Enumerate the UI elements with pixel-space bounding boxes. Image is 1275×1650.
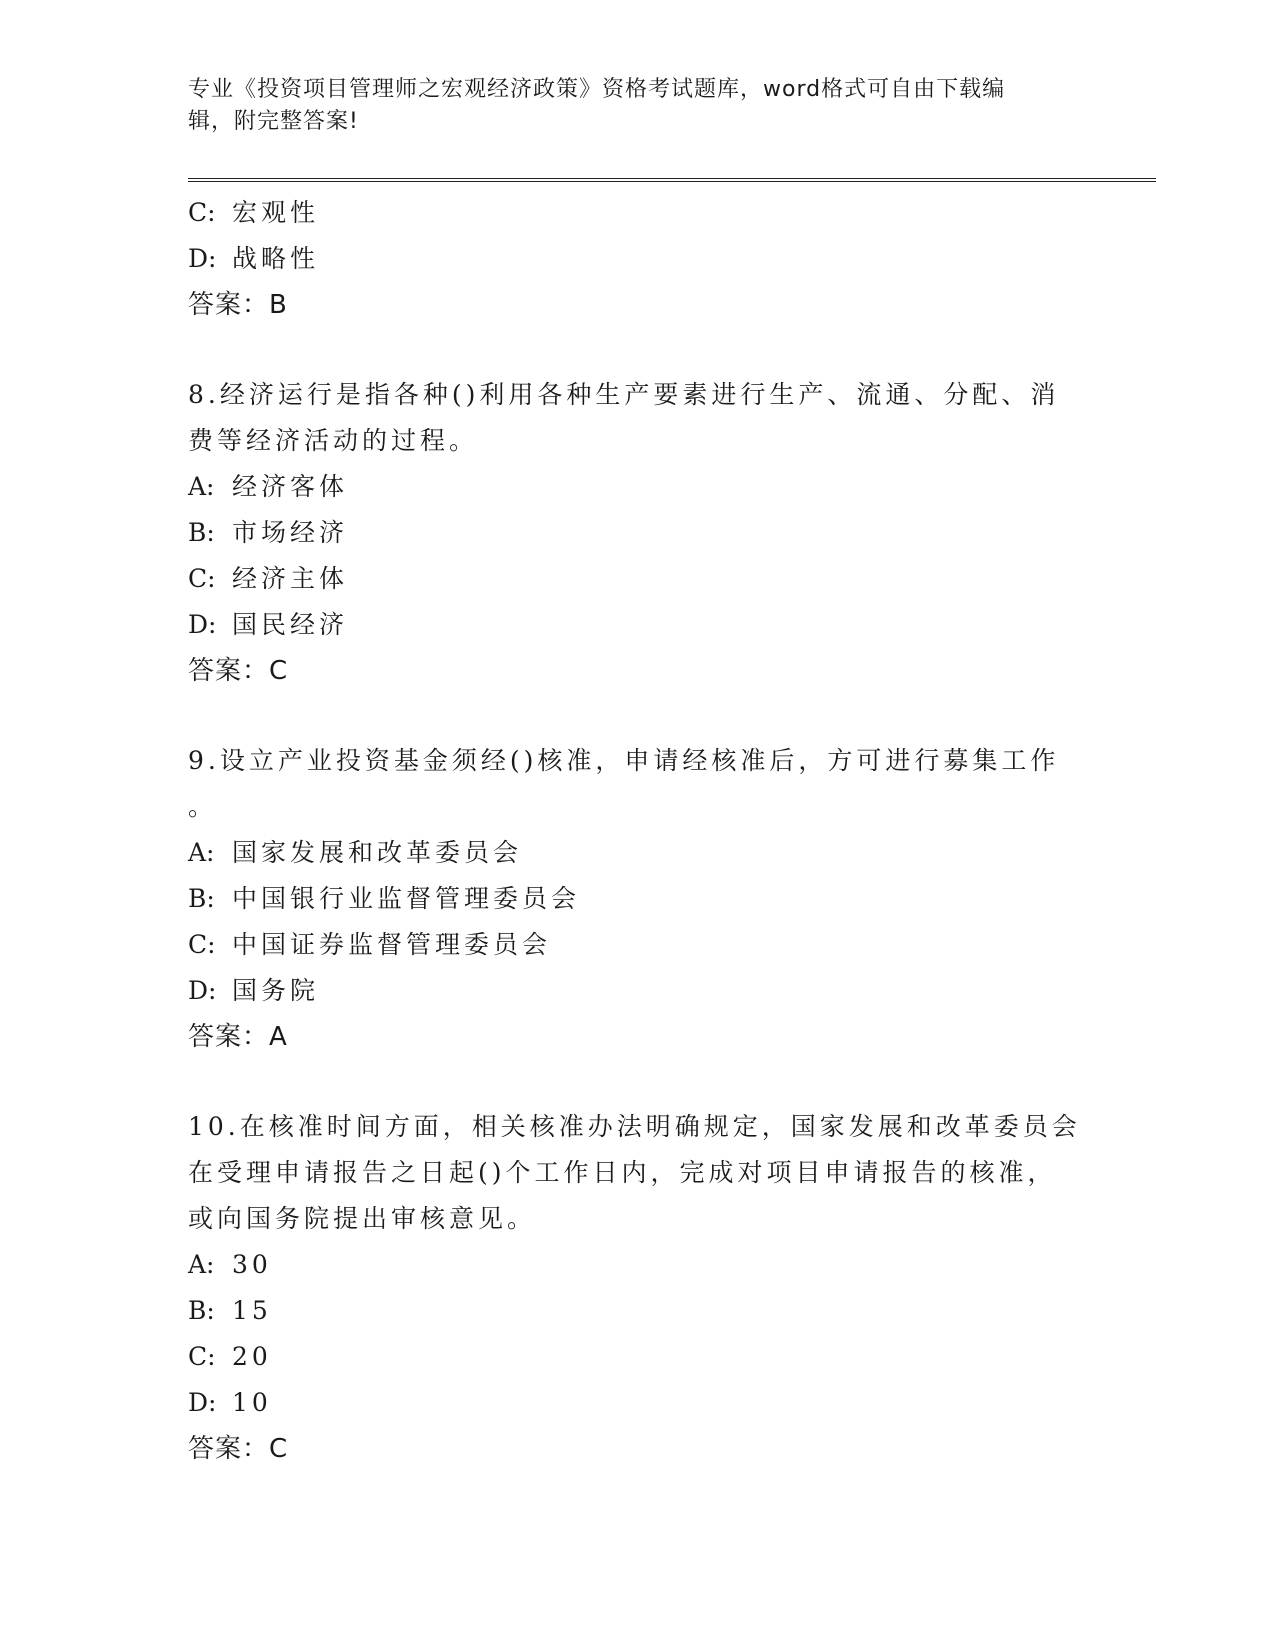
question-stem-line: 。 <box>188 792 218 821</box>
option-text: 国民经济 <box>232 610 349 639</box>
option-c <box>188 1334 1088 1380</box>
option-key: C: <box>188 564 216 593</box>
question-7-tail <box>188 190 1088 328</box>
option-a <box>188 830 1088 876</box>
option-key: B: <box>188 1296 215 1325</box>
header-line-2: 辑，附完整答案! <box>188 109 359 134</box>
option-text: 30 <box>232 1250 272 1279</box>
option-key: D: <box>188 976 217 1005</box>
option-b <box>188 510 1088 556</box>
question-list <box>188 190 1088 1472</box>
option-d <box>188 602 1088 648</box>
option-key: D: <box>188 1388 217 1417</box>
option-key: A: <box>188 838 215 867</box>
option-text: 市场经济 <box>232 518 349 547</box>
option-text: 10 <box>232 1388 272 1417</box>
question-stem-line: 在受理申请报告之日起()个工作日内，完成对项目申请报告的核准， <box>188 1158 1057 1187</box>
option-key: A: <box>188 472 215 501</box>
answer-line: 答案：B <box>188 290 288 320</box>
option-text: 国家发展和改革委员会 <box>232 838 523 867</box>
document-header <box>188 74 1088 138</box>
option-text: 中国银行业监督管理委员会 <box>232 884 581 913</box>
option-key: B: <box>188 518 215 547</box>
option-a <box>188 1242 1088 1288</box>
spacer <box>188 328 1088 372</box>
question-stem-line: 费等经济活动的过程。 <box>188 426 479 455</box>
option-text: 经济客体 <box>232 472 349 501</box>
option-text: 宏观性 <box>232 198 320 227</box>
question-stem-line: 或向国务院提出审核意见。 <box>188 1204 537 1233</box>
question-8 <box>188 372 1088 694</box>
option-text: 中国证券监督管理委员会 <box>232 930 552 959</box>
option-b <box>188 876 1088 922</box>
option-key: A: <box>188 1250 215 1279</box>
option-d <box>188 236 1088 282</box>
option-a <box>188 464 1088 510</box>
question-9 <box>188 738 1088 1060</box>
option-key: D: <box>188 244 217 273</box>
option-text: 战略性 <box>232 244 320 273</box>
option-text: 国务院 <box>232 976 320 1005</box>
answer-line: 答案：A <box>188 1022 288 1052</box>
option-c <box>188 190 1088 236</box>
header-divider <box>188 178 1156 182</box>
answer-line: 答案：C <box>188 656 289 686</box>
header-line-1: 专业《投资项目管理师之宏观经济政策》资格考试题库，word格式可自由下载编 <box>188 77 1006 102</box>
option-key: C: <box>188 1342 216 1371</box>
spacer <box>188 1060 1088 1104</box>
option-key: D: <box>188 610 217 639</box>
option-text: 20 <box>232 1342 272 1371</box>
option-key: B: <box>188 884 215 913</box>
question-stem-line: 9.设立产业投资基金须经()核准，申请经核准后，方可进行募集工作 <box>188 746 1060 775</box>
option-d <box>188 1380 1088 1426</box>
question-stem-line: 8.经济运行是指各种()利用各种生产要素进行生产、流通、分配、消 <box>188 380 1060 409</box>
option-c <box>188 556 1088 602</box>
option-key: C: <box>188 198 216 227</box>
question-10 <box>188 1104 1088 1472</box>
option-c <box>188 922 1088 968</box>
option-key: C: <box>188 930 216 959</box>
question-stem-line: 10.在核准时间方面，相关核准办法明确规定，国家发展和改革委员会 <box>188 1112 1081 1141</box>
option-d <box>188 968 1088 1014</box>
option-b <box>188 1288 1088 1334</box>
option-text: 15 <box>232 1296 272 1325</box>
spacer <box>188 694 1088 738</box>
option-text: 经济主体 <box>232 564 349 593</box>
answer-line: 答案：C <box>188 1434 289 1464</box>
